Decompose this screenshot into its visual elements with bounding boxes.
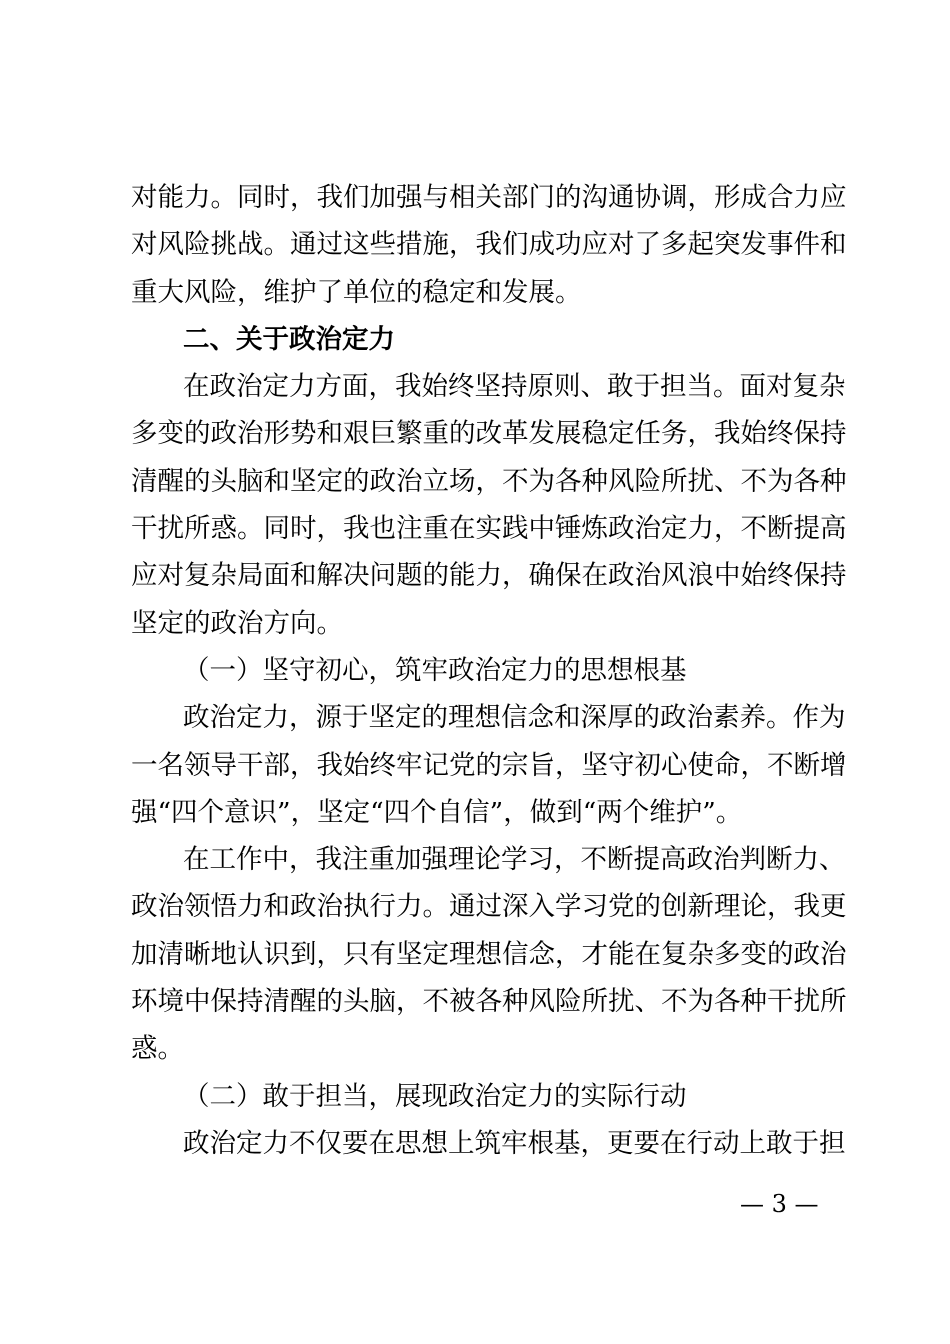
text-line: 坚定的政治方向。	[131, 607, 343, 639]
body-text	[131, 174, 847, 1167]
text-line: 惑。	[131, 1033, 184, 1065]
text-line: 政治定力，源于坚定的理想信念和深厚的政治素养。作为	[183, 702, 846, 734]
text-line: 强“四个意识”，坚定“四个自信”，做到“两个维护”。	[131, 796, 743, 828]
text-line: 干扰所惑。同时，我也注重在实践中锤炼政治定力，不断提高	[131, 513, 847, 545]
text-line: 一名领导干部，我始终牢记党的宗旨，坚守初心使命，不断增	[131, 749, 847, 781]
text-line: 多变的政治形势和艰巨繁重的改革发展稳定任务，我始终保持	[131, 418, 847, 450]
text-line: 对风险挑战。通过这些措施，我们成功应对了多起突发事件和	[131, 229, 847, 261]
text-line: 在政治定力方面，我始终坚持原则、敢于担当。面对复杂	[183, 371, 846, 403]
page-number: — 3 —	[740, 1190, 819, 1218]
subsection-heading: （一）坚守初心，筑牢政治定力的思想根基	[183, 654, 687, 686]
text-line: 清醒的头脑和坚定的政治立场，不为各种风险所扰、不为各种	[131, 465, 847, 497]
section-heading: 二、关于政治定力	[183, 323, 395, 355]
text-line: 政治定力不仅要在思想上筑牢根基，更要在行动上敢于担	[183, 1127, 846, 1159]
subsection-heading: （二）敢于担当，展现政治定力的实际行动	[183, 1080, 687, 1112]
text-line: 重大风险，维护了单位的稳定和发展。	[131, 276, 582, 308]
text-line: 政治领悟力和政治执行力。通过深入学习党的创新理论，我更	[131, 891, 847, 923]
text-line: 对能力。同时，我们加强与相关部门的沟通协调，形成合力应	[131, 182, 847, 213]
text-line: 应对复杂局面和解决问题的能力，确保在政治风浪中始终保持	[131, 560, 847, 592]
text-line: 在工作中，我注重加强理论学习，不断提高政治判断力、	[183, 844, 846, 876]
text-line: 环境中保持清醒的头脑，不被各种风险所扰、不为各种干扰所	[131, 986, 847, 1018]
text-line: 加清晰地认识到，只有坚定理想信念，才能在复杂多变的政治	[131, 938, 847, 970]
